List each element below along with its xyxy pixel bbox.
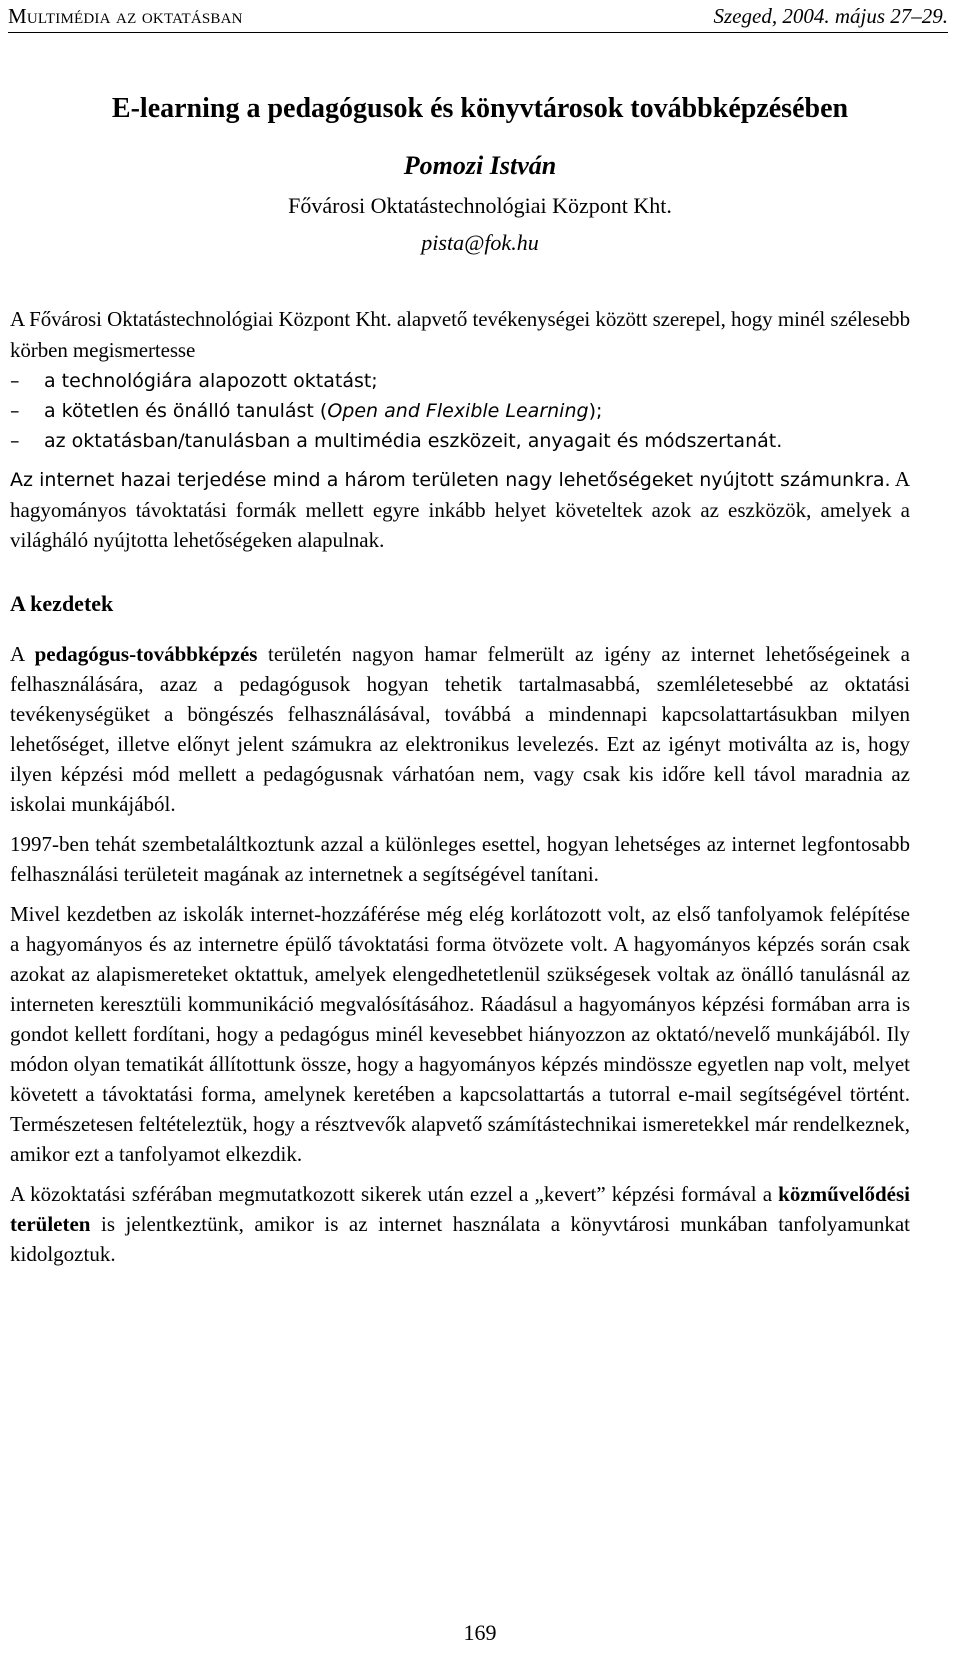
body-paragraph-4: A közoktatási szférában megmutatkozott sikerek után ezzel a „kevert” képzési formával a közművelődési területen is jelentkeztünk, amikor is az internet használata a könyvtárosi munkában tanfolyamunkat kidolgoztuk. <box>10 1182 910 1266</box>
intro-rest: alapvető tevékenységei között szerepel, hogy minél szélesebb körben megismertesse <box>10 307 910 362</box>
body-paragraph-3: Mivel kezdetben az iskolák internet-hozzáférése még elég korlátozott volt, az első tanfolyamok felépítése a hagyományos és az internetre épülő távoktatási forma ötvözete volt. A hagyományos képzés során csak azokat az alapismereteket oktattuk, amelyek elengedhetetlenül szükségesek voltak az önálló tanulásnál az interneten keresztüli kommunikáció megvalósításához. Ráadásul a hagyományos képzési formában arra is gondot kellett fordítani, hogy a pedagógus minél kevesebbet hiányozzon az oktató/nevelő munkájából. Ily módon olyan tematikát állítottunk össze, hogy a hagyományos képzés mindössze egyetlen nap volt, melyet követett a távoktatási forma, amelynek keretében a kapcsolattartás a tutorral e-mail segítségével történt. Természetesen feltételeztük, hogy a résztvevők alapvető számítástechnikai ismeretekkel már rendelkeznek, amikor ezt a tanfolyamot elkezdik. <box>10 902 910 1166</box>
author-name: Pomozi István <box>403 151 557 180</box>
intro-paragraph <box>10 304 910 366</box>
emphasis-term: közművelődési területen <box>10 1182 910 1236</box>
intro-after-sentence-1: Az internet hazai terjedése mind a három területen nagy lehetőségeket nyújtott számunkra. <box>10 469 891 491</box>
paper-title: E-learning a pedagógusok és könyvtárosok továbbképzésében <box>111 93 849 124</box>
section-heading: A kezdetek <box>10 591 114 616</box>
paper-body <box>10 304 910 1279</box>
running-header <box>8 2 948 33</box>
author-affiliation: Fővárosi Oktatástechnológiai Központ Kht. <box>288 193 672 218</box>
page-number: 169 <box>463 1620 497 1645</box>
body-paragraph-2: 1997-ben tehát szembetaláltkoztunk azzal a különleges esettel, hogyan lehetséges az internet legfontosabb felhasználási területeit magának az internetnek a segítségével tanítani. <box>10 832 910 886</box>
author-email[interactable]: pista@fok.hu <box>421 230 539 255</box>
body-paragraph-1: A pedagógus-továbbképzés területén nagyon hamar felmerült az igény az internet lehetőségeinek a felhasználására, azaz a pedagógusok hogyan tehetik tartalmasabbá, szemléletesebbé az oktatási tevékenységüket a böngészés felhasználásával, továbbá a mindennapi kapcsolattartásukban milyen lehetőséget, illetve előnyt jelent számukra az elektronikus levelezés. Ezt az igényt motiválta az is, hogy ilyen képzési mód mellett a pedagógusnak várhatóan nem, vagy csak kis időre kell távol maradnia az iskolai munkájából. <box>10 642 910 816</box>
intro-lead: A Fővárosi Oktatástechnológiai Központ Kht. <box>10 307 392 331</box>
list-item: – a technológiára alapozott oktatást; <box>10 366 910 396</box>
intro-after-sentence-2: A hagyományos távoktatási formák mellett egyre inkább helyet követeltek azok az eszközök, amelyek a világháló nyújtotta lehetőségeken alapulnak. <box>10 467 910 552</box>
list-item: – a kötetlen és önálló tanulást (Open and Flexible Learning); <box>10 396 910 426</box>
intro-after-paragraph <box>10 464 910 555</box>
emphasis-term: pedagógus-továbbképzés <box>34 642 258 666</box>
list-item: – az oktatásban/tanulásban a multimédia eszközeit, anyagait és módszertanát. <box>10 426 910 456</box>
intro-list <box>10 366 910 456</box>
header-conference-name: Multimédia az oktatásban <box>8 4 243 28</box>
header-place-date: Szeged, 2004. május 27–29. <box>713 4 948 28</box>
